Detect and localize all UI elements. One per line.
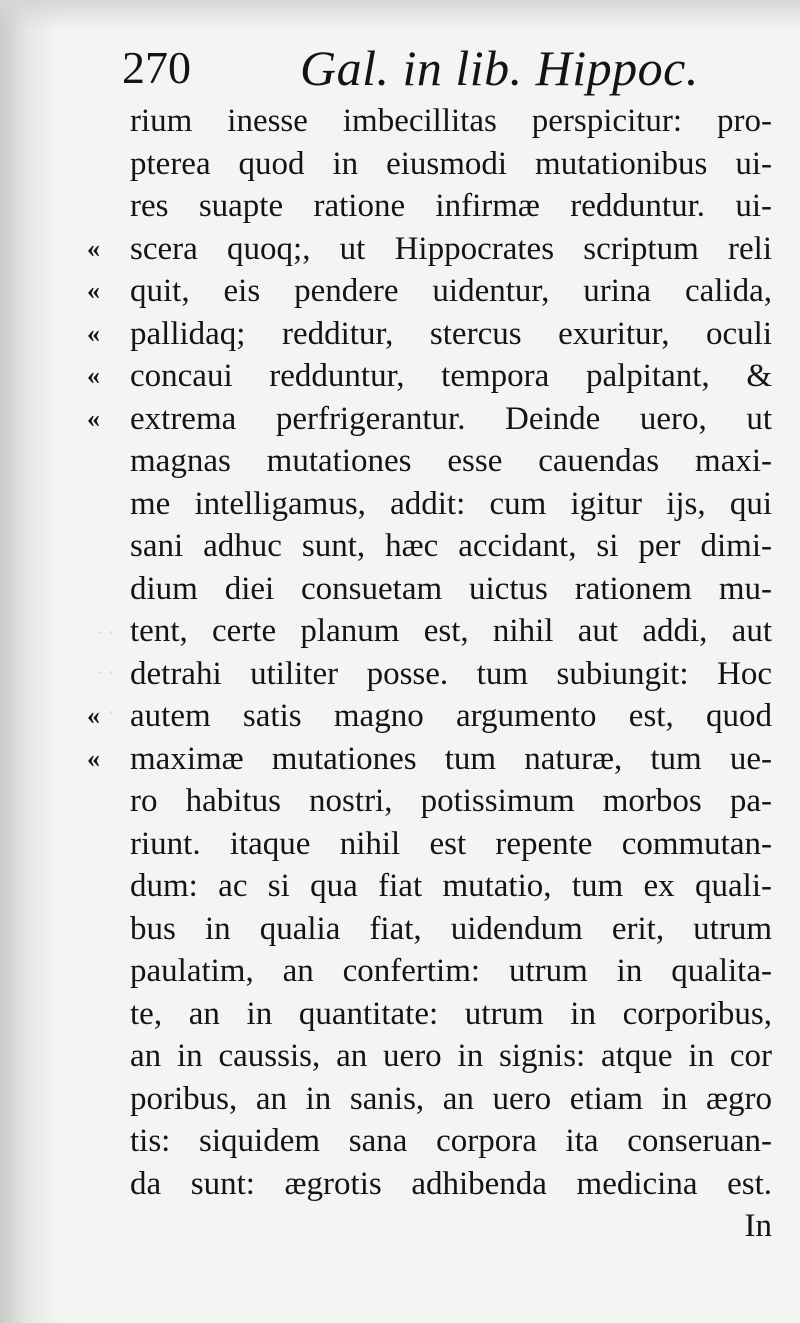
page-header — [122, 38, 762, 98]
text-line: tent, certe planum est, nihil aut addi, aut — [130, 613, 772, 649]
text-line: bus in qualia fiat, uidendum erit, utrum — [130, 910, 772, 947]
text-line: paulatim, an confertim: utrum in qualita- — [130, 953, 772, 989]
quotation-mark: « — [87, 318, 100, 348]
quotation-mark: « — [87, 276, 100, 305]
quotation-mark: « — [87, 701, 100, 730]
text-line: maximæ mutationes tum naturæ, tum ue- — [130, 740, 772, 777]
text-line: scera quoq;, ut Hippocrates scriptum reli — [130, 230, 772, 267]
body-text — [130, 100, 772, 1248]
page-gutter-shadow — [0, 0, 60, 1323]
show-through-mark: · · — [96, 622, 115, 644]
text-line: res suapte ratione infirmæ redduntur. ui- — [130, 188, 772, 224]
text-line: rium inesse imbecillitas perspicitur: pro- — [130, 103, 772, 139]
text-line: sani adhuc sunt, hæc accidant, si per dimi- — [130, 528, 772, 564]
show-through-mark: · · — [96, 702, 115, 724]
text-line: da sunt: ægrotis adhibenda medicina est. — [130, 1165, 772, 1202]
text-line: me intelligamus, addit: cum igitur ijs, qui — [130, 485, 772, 522]
text-line: an in caussis, an uero in signis: atque in cor — [130, 1038, 772, 1074]
text-line: magnas mutationes esse cauendas maxi- — [130, 443, 772, 479]
page-number: 270 — [122, 42, 191, 93]
text-line: dum: ac si qua fiat mutatio, tum ex quali- — [130, 868, 772, 904]
show-through-mark: · · — [96, 662, 115, 684]
text-line: pallidaq; redditur, stercus exuritur, oculi — [130, 315, 772, 352]
quotation-mark: « — [87, 403, 100, 433]
quotation-mark: « — [87, 743, 100, 773]
text-line: te, an in quantitate: utrum in corporibus, — [130, 995, 772, 1032]
text-line: poribus, an in sanis, an uero etiam in ægro — [130, 1080, 772, 1117]
text-line: concaui redduntur, tempora palpitant, & — [130, 358, 772, 394]
running-title: Gal. in lib. Hippoc. — [300, 40, 699, 96]
text-line: dium diei consuetam uictus rationem mu- — [130, 570, 772, 607]
text-line: pterea quod in eiusmodi mutationibus ui- — [130, 145, 772, 182]
text-line: quit, eis pendere uidentur, urina calida, — [130, 273, 772, 309]
quotation-mark: « — [87, 361, 100, 390]
catchword: In — [744, 1208, 772, 1244]
page-top-shadow — [0, 0, 800, 30]
text-line: detrahi utiliter posse. tum subiungit: Hoc — [130, 655, 772, 692]
text-line: autem satis magno argumento est, quod — [130, 698, 772, 734]
quotation-mark: « — [87, 233, 100, 263]
text-line: tis: siquidem sana corpora ita conseruan- — [130, 1123, 772, 1159]
text-line: riunt. itaque nihil est repente commutan- — [130, 825, 772, 862]
text-line: ro habitus nostri, potissimum morbos pa- — [130, 783, 772, 819]
text-line: extrema perfrigerantur. Deinde uero, ut — [130, 400, 772, 437]
